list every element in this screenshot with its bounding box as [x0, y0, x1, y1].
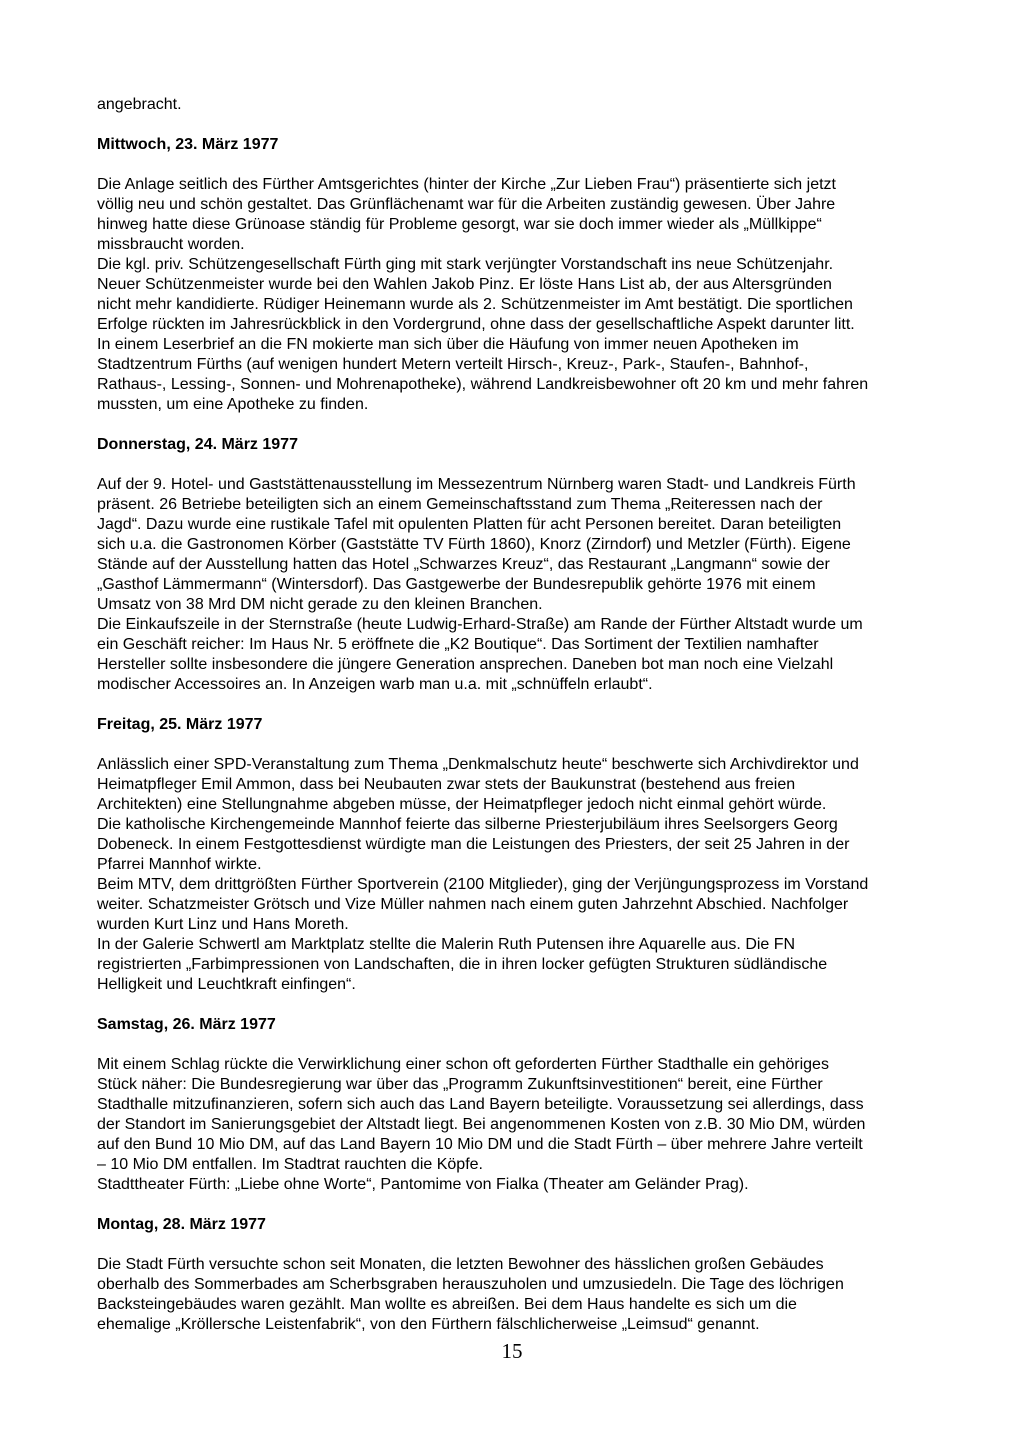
text-line: nicht mehr kandidierte. Rüdiger Heinemann wurde als 2. Schützenmeister im Amt bestätigt. Die sportlichen — [97, 296, 853, 313]
continuation-line: angebracht. — [97, 96, 182, 113]
text-line: Umsatz von 38 Mrd DM nicht gerade zu den kleinen Branchen. — [97, 596, 543, 613]
text-line: Mit einem Schlag rückte die Verwirklichung einer schon oft geforderten Fürther Stadthalle ein gehöriges — [97, 1056, 829, 1073]
date-heading: Samstag, 26. März 1977 — [97, 1016, 276, 1033]
text-line: sich u.a. die Gastronomen Körber (Gaststätte TV Fürth 1860), Knorz (Zirndorf) und Metzler (Fürth). Eigene — [97, 536, 851, 553]
text-line: – 10 Mio DM entfallen. Im Stadtrat rauchten die Köpfe. — [97, 1156, 483, 1173]
text-line: modischer Accessoires an. In Anzeigen warb man u.a. mit „schnüffeln erlaubt“. — [97, 676, 653, 693]
chronicle-section — [97, 1015, 944, 1195]
text-line: Die Anlage seitlich des Fürther Amtsgerichtes (hinter der Kirche „Zur Lieben Frau“) präsentierte sich jetzt — [97, 176, 836, 193]
text-line: Helligkeit und Leuchtkraft einfingen“. — [97, 976, 356, 993]
text-line: Die Stadt Fürth versuchte schon seit Monaten, die letzten Bewohner des hässlichen großen Gebäudes — [97, 1256, 824, 1273]
text-line: oberhalb des Sommerbades am Scherbsgraben herauszuholen und umzusiedeln. Die Tage des löchrigen — [97, 1276, 844, 1293]
text-line: Die kgl. priv. Schützengesellschaft Fürth ging mit stark verjüngter Vorstandschaft ins neue Schützenjahr. — [97, 256, 834, 273]
section-body — [97, 1055, 944, 1195]
text-line: Stadthalle mitzufinanzieren, sofern sich auch das Land Bayern beteiligte. Voraussetzung sei allerdings, dass — [97, 1096, 864, 1113]
text-line: ehemalige „Kröllersche Leistenfabrik“, von den Fürthern fälschlicherweise „Leimsud“ genannt. — [97, 1316, 760, 1333]
section-body — [97, 1255, 944, 1335]
text-line: Auf der 9. Hotel- und Gaststättenausstellung im Messezentrum Nürnberg waren Stadt- und Landkreis Fürth — [97, 476, 856, 493]
text-line: mussten, um eine Apotheke zu finden. — [97, 396, 369, 413]
text-line: Anlässlich einer SPD-Veranstaltung zum Thema „Denkmalschutz heute“ beschwerte sich Archivdirektor und — [97, 756, 859, 773]
section-body — [97, 475, 944, 695]
text-line: Stadttheater Fürth: „Liebe ohne Worte“, Pantomime von Fialka (Theater am Geländer Prag). — [97, 1176, 749, 1193]
text-line: In einem Leserbrief an die FN mokierte man sich über die Häufung von immer neuen Apotheken im — [97, 336, 799, 353]
text-line: missbraucht worden. — [97, 236, 245, 253]
text-line: registrierten „Farbimpressionen von Landschaften, die in ihren locker gefügten Strukturen südländische — [97, 956, 828, 973]
chronicle-section — [97, 1215, 944, 1335]
text-line: Stände auf der Ausstellung hatten das Hotel „Schwarzes Kreuz“, das Restaurant „Langmann“ sowie der — [97, 556, 830, 573]
text-line: Stadtzentrum Fürths (auf wenigen hundert Metern verteilt Hirsch-, Kreuz-, Park-, Staufen-, Bahnhof-, — [97, 356, 809, 373]
text-line: Dobeneck. In einem Festgottesdienst würdigte man die Leistungen des Priesters, der seit 25 Jahren in der — [97, 836, 850, 853]
section-body — [97, 175, 944, 415]
chronicle-section — [97, 435, 944, 695]
chronicle-section — [97, 715, 944, 995]
text-line: weiter. Schatzmeister Grötsch und Vize Müller nahmen nach einem guten Jahrzehnt Abschied. Nachfolger — [97, 896, 849, 913]
sections-container — [97, 135, 944, 1335]
date-heading: Freitag, 25. März 1977 — [97, 716, 263, 733]
text-line: Hersteller sollte insbesondere die jüngere Generation ansprechen. Daneben bot man noch eine Vielzahl — [97, 656, 834, 673]
text-line: Pfarrei Mannhof wirkte. — [97, 856, 262, 873]
text-line: wurden Kurt Linz und Hans Moreth. — [97, 916, 349, 933]
text-line: auf den Bund 10 Mio DM, auf das Land Bayern 10 Mio DM und die Stadt Fürth – über mehrere Jahre verteilt — [97, 1136, 863, 1153]
text-line: Beim MTV, dem drittgrößten Fürther Sportverein (2100 Mitglieder), ging der Verjüngungsprozess im Vorstand — [97, 876, 869, 893]
text-line: präsent. 26 Betriebe beteiligten sich an einem Gemeinschaftsstand zum Thema „Reiteressen nach der — [97, 496, 823, 513]
text-line: In der Galerie Schwertl am Marktplatz stellte die Malerin Ruth Putensen ihre Aquarelle aus. Die FN — [97, 936, 796, 953]
section-body — [97, 755, 944, 995]
text-line: Architekten) eine Stellungnahme abgeben müsse, der Heimatpfleger jedoch nicht einmal gehört würde. — [97, 796, 827, 813]
text-line: Die katholische Kirchengemeinde Mannhof feierte das silberne Priesterjubiläum ihres Seelsorgers Georg — [97, 816, 838, 833]
text-line: Heimatpfleger Emil Ammon, dass bei Neubauten zwar stets der Baukunstrat (bestehend aus freien — [97, 776, 796, 793]
date-heading: Montag, 28. März 1977 — [97, 1216, 266, 1233]
text-line: Jagd“. Dazu wurde eine rustikale Tafel mit opulenten Platten für acht Personen bereitet. Daran beteiligten — [97, 516, 842, 533]
date-heading: Mittwoch, 23. März 1977 — [97, 136, 279, 153]
text-line: Erfolge rückten im Jahresrückblick in den Vordergrund, ohne dass der gesellschaftliche Aspekt darunter litt. — [97, 316, 855, 333]
page-number: 15 — [501, 1339, 523, 1363]
text-line: Backsteingebäudes waren gezählt. Man wollte es abreißen. Bei dem Haus handelte es sich um die — [97, 1296, 797, 1313]
text-line: „Gasthof Lämmermann“ (Wintersdorf). Das Gastgewerbe der Bundesrepublik gehörte 1976 mit einem — [97, 576, 816, 593]
text-line: Rathaus-, Lessing-, Sonnen- und Mohrenapotheke), während Landkreisbewohner oft 20 km und mehr fahren — [97, 376, 869, 393]
date-heading: Donnerstag, 24. März 1977 — [97, 436, 298, 453]
text-line: der Standort im Sanierungsgebiet der Altstadt liegt. Bei angenommenen Kosten von z.B. 30 Mio DM, würden — [97, 1116, 866, 1133]
text-line: Die Einkaufszeile in der Sternstraße (heute Ludwig-Erhard-Straße) am Rande der Fürther Altstadt wurde um — [97, 616, 863, 633]
chronicle-section — [97, 135, 944, 415]
text-line: ein Geschäft reicher: Im Haus Nr. 5 eröffnete die „K2 Boutique“. Das Sortiment der Textilien namhafter — [97, 636, 819, 653]
text-line: Stück näher: Die Bundesregierung war über das „Programm Zukunftsinvestitionen“ bereit, eine Fürther — [97, 1076, 823, 1093]
text-line: hinweg hatte diese Grünoase ständig für Probleme gesorgt, war sie doch immer wieder als „Müllkippe“ — [97, 216, 822, 233]
text-line: völlig neu und schön gestaltet. Das Grünflächenamt war für die Arbeiten zuständig gewesen. Über Jahre — [97, 196, 836, 213]
text-line: Neuer Schützenmeister wurde bei den Wahlen Jakob Pinz. Er löste Hans List ab, der aus Altersgründen — [97, 276, 832, 293]
